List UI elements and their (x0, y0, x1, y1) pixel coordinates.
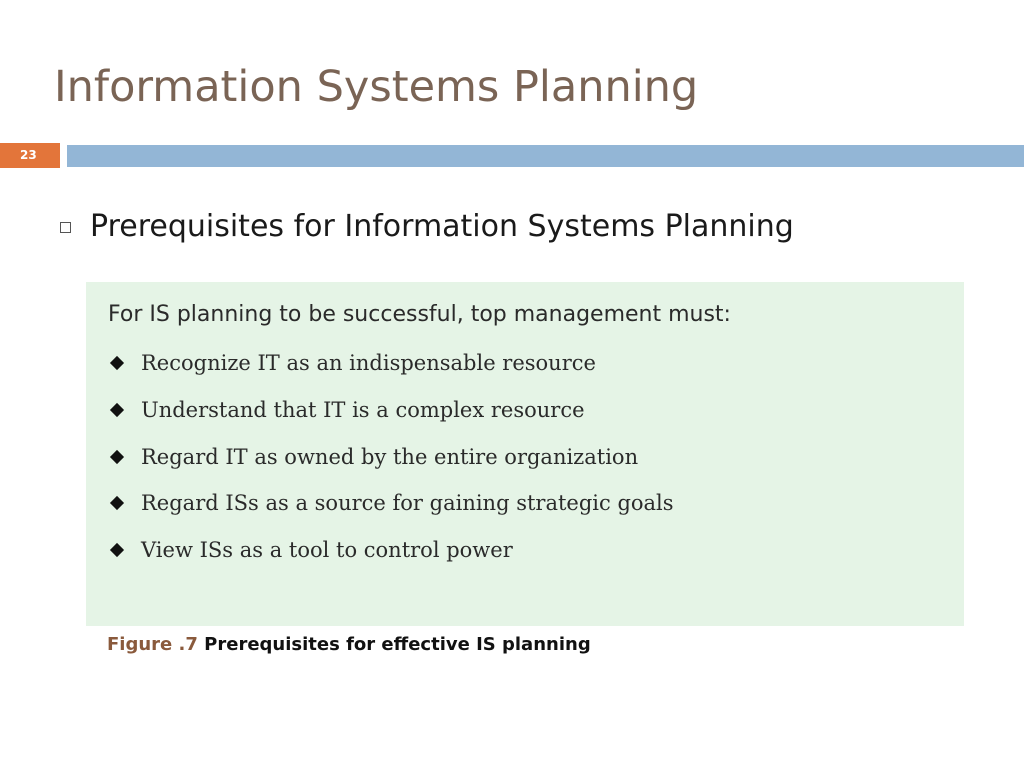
figure-caption (107, 634, 591, 655)
list-item-label: Regard ISs as a source for gaining strategic goals (141, 491, 674, 515)
list-item-label: Understand that IT is a complex resource (141, 398, 585, 422)
list-item-label: View ISs as a tool to control power (141, 538, 513, 562)
figure-caption-text: Prerequisites for effective IS planning (204, 634, 591, 655)
list-item-label: Recognize IT as an indispensable resource (141, 351, 596, 375)
slide-title: Information Systems Planning (54, 62, 699, 112)
header-divider-bar (67, 145, 1024, 167)
hollow-square-bullet-icon (60, 222, 71, 233)
figure-caption-label: Figure .7 (107, 634, 198, 655)
page-number: 23 (20, 148, 37, 162)
bullet-text: Prerequisites for Information Systems Planning (90, 209, 794, 244)
list-item-label: Regard IT as owned by the entire organization (141, 445, 639, 469)
figure-heading: For IS planning to be successful, top management must: (108, 302, 731, 327)
